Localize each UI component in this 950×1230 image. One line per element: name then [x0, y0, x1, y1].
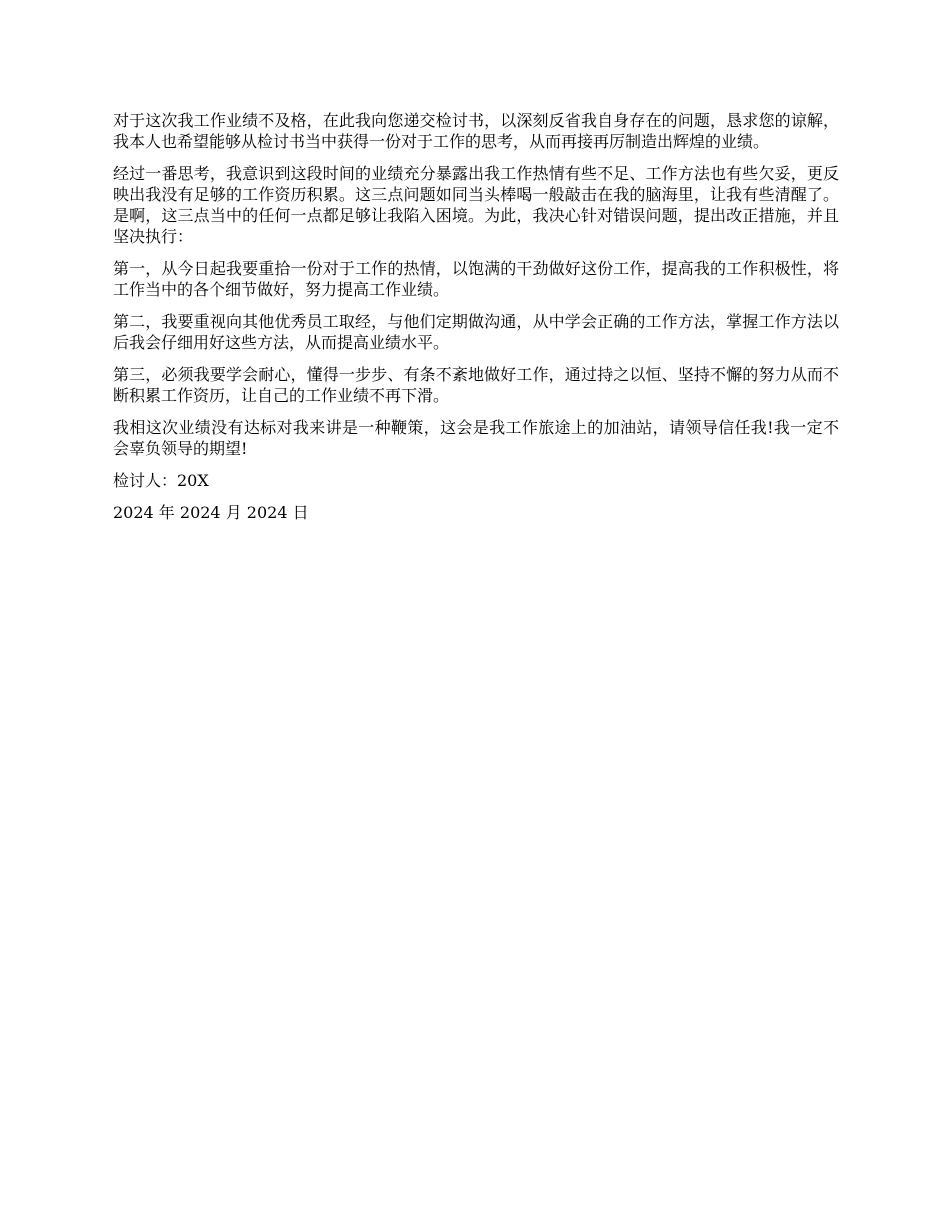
signature-line: 检讨人：20X — [113, 471, 209, 490]
date-line: 2024 年 2024 月 2024 日 — [113, 503, 309, 522]
paragraph-point-three: 第三，必须我要学会耐心，懂得一步步、有条不紊地做好工作，通过持之以恒、坚持不懈的努力从而不断积累工作资历，让自己的工作业绩不再下滑。 — [113, 365, 839, 405]
document-body — [113, 110, 839, 534]
paragraph-closing: 我相这次业绩没有达标对我来讲是一种鞭策，这会是我工作旅途上的加油站，请领导信任我!我一定不会辜负领导的期望! — [113, 418, 839, 458]
paragraph-point-one: 第一，从今日起我要重拾一份对于工作的热情，以饱满的干劲做好这份工作，提高我的工作积极性，将工作当中的各个细节做好，努力提高工作业绩。 — [113, 259, 839, 299]
paragraph-intro: 对于这次我工作业绩不及格，在此我向您递交检讨书，以深刻反省我自身存在的问题，恳求您的谅解，我本人也希望能够从检讨书当中获得一份对于工作的思考，从而再接再厉制造出辉煌的业绩。 — [113, 111, 839, 151]
paragraph-reflection: 经过一番思考，我意识到这段时间的业绩充分暴露出我工作热情有些不足、工作方法也有些欠妥，更反映出我没有足够的工作资历积累。这三点问题如同当头棒喝一般敲击在我的脑海里，让我有些清醒了。是啊，这三点当中的任何一点都足够让我陷入困境。为此，我决心针对错误问题，提出改正措施，并且坚决执行： — [113, 164, 839, 246]
paragraph-point-two: 第二，我要重视向其他优秀员工取经，与他们定期做沟通，从中学会正确的工作方法，掌握工作方法以后我会仔细用好这些方法，从而提高业绩水平。 — [113, 312, 839, 352]
